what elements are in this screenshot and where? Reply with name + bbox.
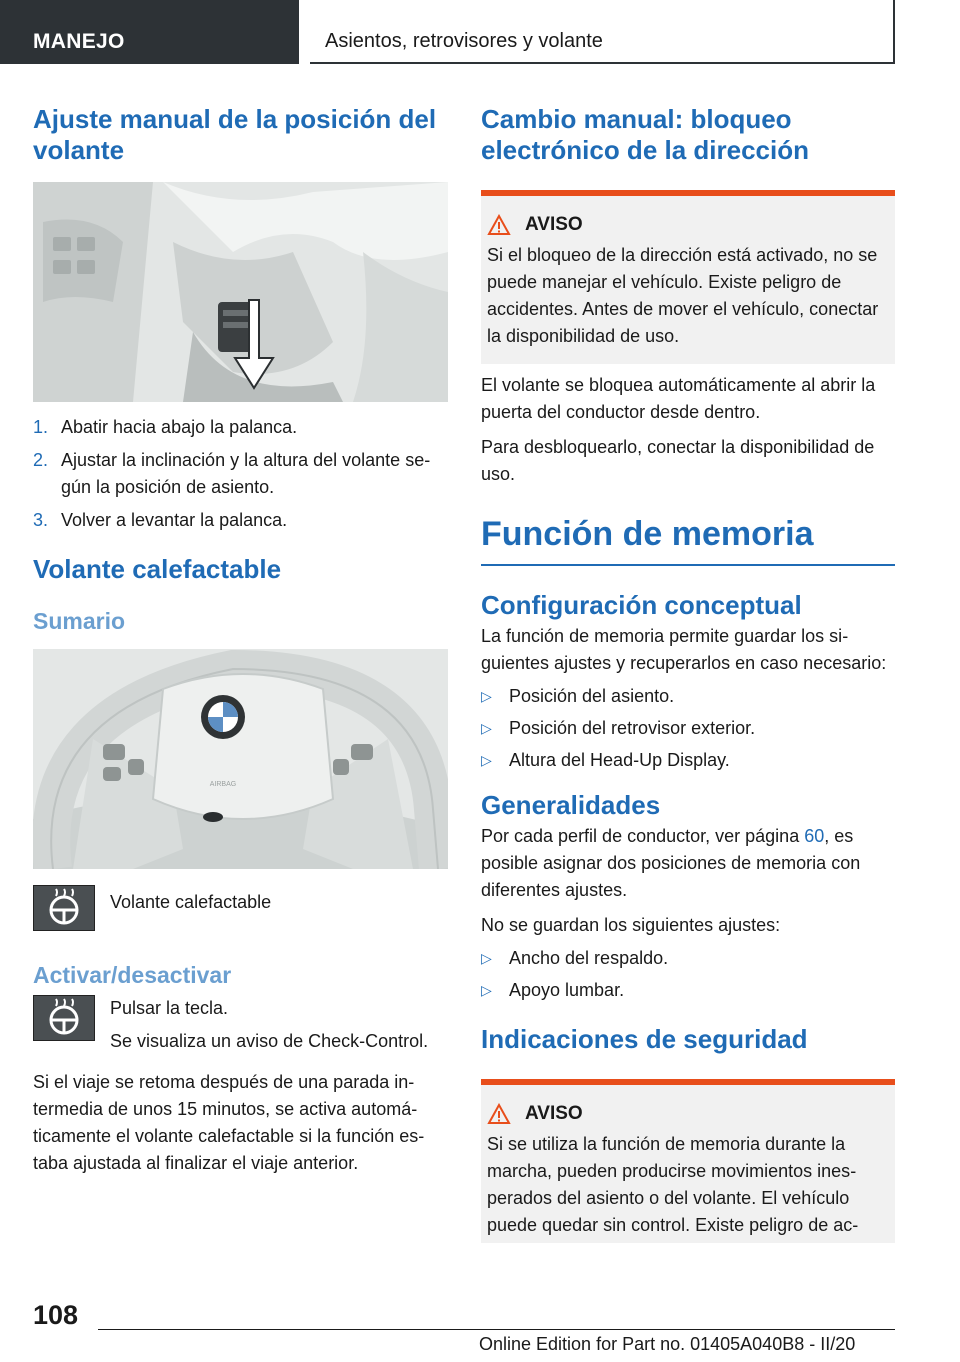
- check-control-note: Se visualiza un aviso de Check-Control.: [110, 1031, 429, 1051]
- warning-triangle-icon: [487, 1103, 511, 1125]
- footer-divider: [98, 1329, 895, 1330]
- warning-box-memory: [481, 1079, 895, 1243]
- warning-box-steering-lock: [481, 190, 895, 364]
- concept-paragraph: La función de memoria permite guardar los siguientes ajustes y recuperarlos en caso necesario:: [481, 626, 887, 673]
- step-number: 3.: [33, 510, 49, 530]
- heated-wheel-auto-paragraph: Si el viaje se retoma después de una parada intermedia de unos 15 minutos, se activa automáticamente el volante calefactable si la función estaba ajustada al finalizar el viaje anterior.: [33, 1072, 425, 1173]
- list-item: ▷ Apoyo lumbar.: [481, 980, 625, 1000]
- subheading-toggle: Activar/desactivar: [33, 962, 232, 988]
- section-header: [310, 0, 895, 64]
- heading-memory-function: Función de memoria: [481, 514, 895, 566]
- toggle-button-row: [33, 995, 448, 1055]
- general-paragraph: Por cada perfil de conductor, ver página 60, es posible asignar dos posiciones de memoria con diferentes ajustes.: [481, 826, 861, 900]
- page-number: 108: [33, 1300, 79, 1330]
- heading-heated-wheel: Volante calefactable: [33, 554, 282, 584]
- lock-paragraph: El volante se bloquea automáticamente al abrir la puerta del conductor desde dentro.: [481, 375, 876, 422]
- steering-wheel-illustration: [33, 649, 448, 869]
- not-saved-list: [481, 945, 895, 1004]
- warning-title-row: [487, 1103, 883, 1125]
- list-item: ▷ Posición del retrovisor exterior.: [481, 718, 756, 738]
- list-item: ▷ Altura del Head-Up Display.: [481, 750, 730, 770]
- subheading-overview: Sumario: [33, 608, 126, 634]
- memory-settings-list: [481, 683, 895, 774]
- step-text: Volver a levantar la palanca.: [61, 510, 288, 530]
- steering-lever-illustration: [33, 182, 448, 402]
- section-title: Asientos, retrovisores y volante: [325, 30, 603, 52]
- left-column: [33, 104, 448, 1177]
- warning-text: Si se utiliza la función de memoria durante la marcha, pueden producirse movimientos inesperados del asiento o del volante. El vehículo puede quedar sin control. Existe peligro de ac-: [487, 1134, 859, 1235]
- heated-steering-wheel-icon: [33, 885, 95, 931]
- airbag-label: AIRBAG: [209, 781, 237, 788]
- chapter-title: MANEJO: [33, 30, 125, 53]
- heading-concept: Configuración conceptual: [481, 590, 802, 620]
- edition-note: Online Edition for Part no. 01405A040B8 - II/20: [479, 1334, 856, 1354]
- page-link[interactable]: 60: [804, 826, 825, 846]
- right-column: [481, 104, 895, 1243]
- steering-lever-drawing: [33, 182, 448, 402]
- unlock-paragraph: Para desbloquearlo, conectar la disponibilidad de uso.: [481, 437, 875, 484]
- heading-steering-lock: Cambio manual: bloqueo electrónico de la dirección: [481, 104, 809, 165]
- step-item: [33, 447, 448, 501]
- step-number: 2.: [33, 450, 49, 470]
- step-item: [33, 507, 448, 534]
- toggle-instruction: Pulsar la tecla.: [110, 998, 229, 1018]
- heading-steering-adjust: Ajuste manual de la posición del volante: [33, 104, 437, 165]
- steering-wheel-drawing: [33, 649, 448, 869]
- list-item: ▷ Ancho del respaldo.: [481, 948, 669, 968]
- heading-safety: Indicaciones de seguridad: [481, 1024, 808, 1054]
- warning-text: Si el bloqueo de la dirección está activado, no se puede manejar el vehículo. Existe peligro de accidentes. Antes de mover el vehículo, conectar la disponibilidad de uso.: [487, 245, 879, 346]
- step-text: Abatir hacia abajo la palanca.: [61, 417, 298, 437]
- heated-wheel-button-row: [33, 885, 448, 931]
- warning-title: AVISO: [525, 1103, 583, 1124]
- warning-title-row: [487, 214, 883, 236]
- step-text: Ajustar la inclinación y la altura del volante según la posición de asiento.: [61, 450, 431, 497]
- not-saved-paragraph: No se guardan los siguientes ajustes:: [481, 915, 781, 935]
- heated-steering-wheel-icon: [33, 995, 95, 1041]
- step-number: 1.: [33, 417, 49, 437]
- adjust-steps-list: [33, 414, 448, 534]
- chapter-tab: [0, 0, 299, 64]
- heading-general: Generalidades: [481, 790, 661, 820]
- warning-title: AVISO: [525, 214, 583, 235]
- warning-triangle-icon: [487, 214, 511, 236]
- step-item: [33, 414, 448, 441]
- list-item: ▷ Posición del asiento.: [481, 686, 675, 706]
- heated-wheel-label: Volante calefactable: [110, 892, 272, 912]
